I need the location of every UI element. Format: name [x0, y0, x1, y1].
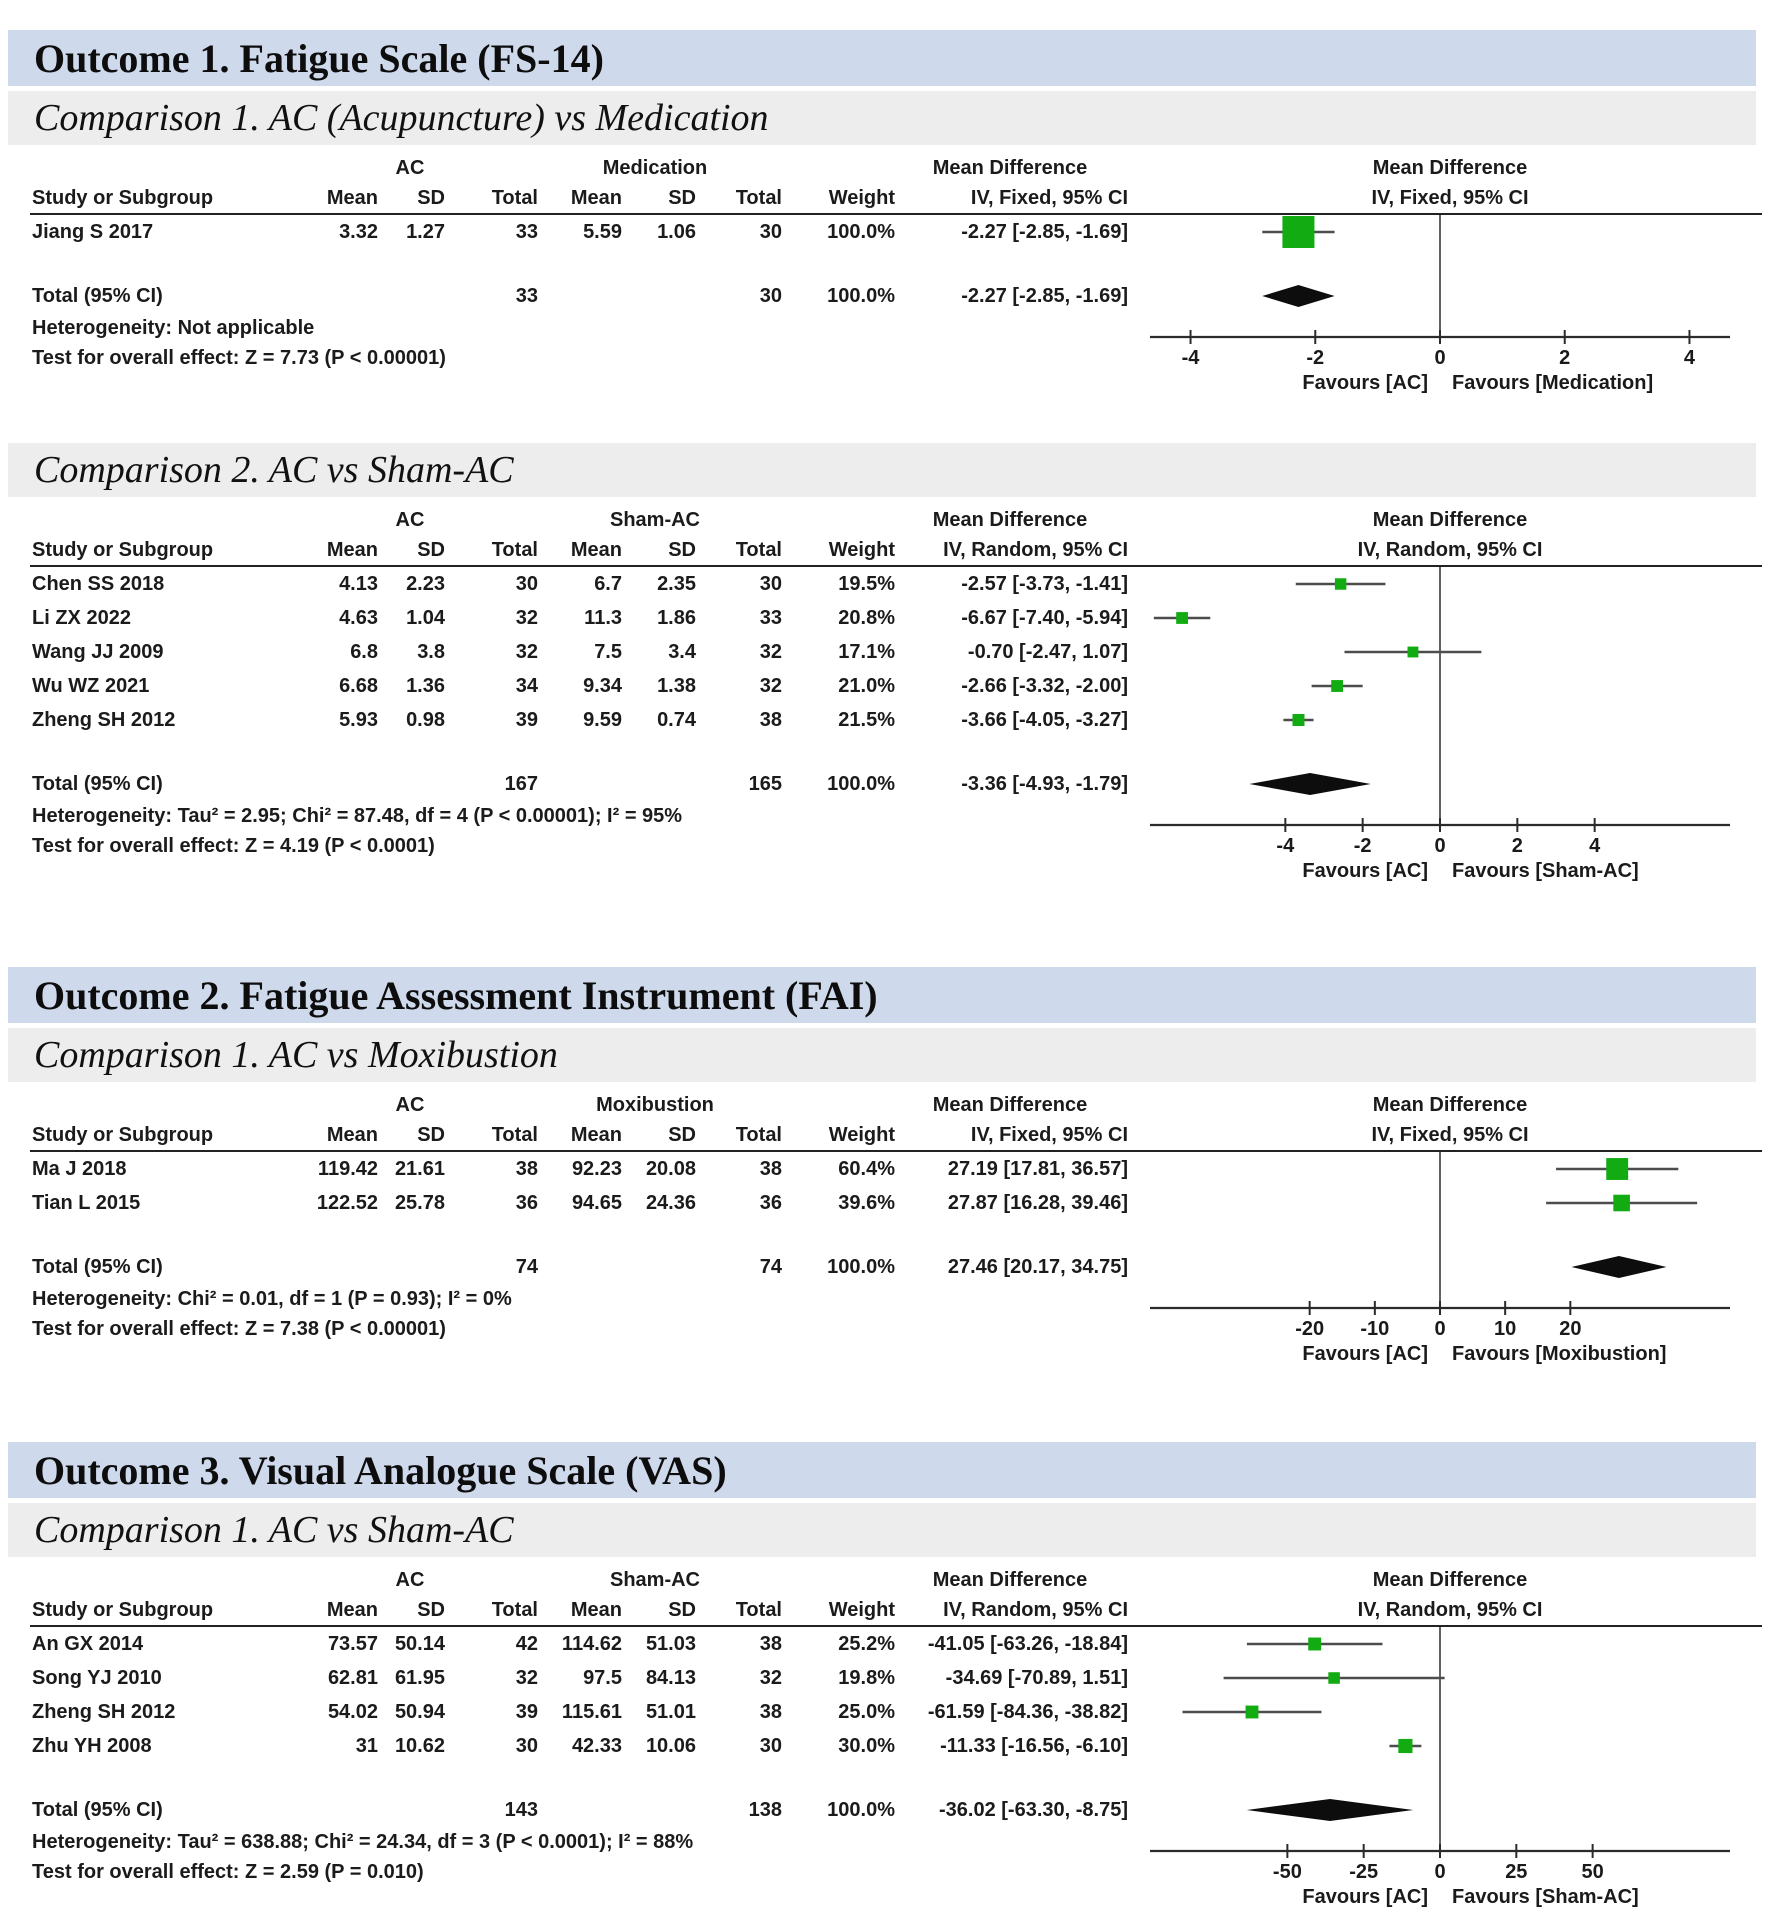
mean1-value: 3.32 [339, 221, 378, 243]
total-n2: 74 [759, 1256, 782, 1278]
total2-value: 38 [759, 1701, 782, 1723]
svg-text:0: 0 [1434, 1318, 1446, 1340]
col-weight: Weight [828, 1599, 895, 1621]
col-method-plot: IV, Fixed, 95% CI [1371, 1124, 1529, 1146]
col-weight: Weight [828, 187, 895, 209]
study-name: Zheng SH 2012 [32, 1701, 176, 1723]
sd2-value: 2.35 [657, 573, 696, 595]
total-n2: 138 [748, 1799, 782, 1821]
weight-value: 21.0% [838, 675, 895, 697]
sd1-value: 50.94 [394, 1701, 445, 1723]
group1-label: AC [395, 157, 425, 179]
effect-header-text: Mean Difference [932, 1094, 1088, 1116]
svg-text:Favours [Medication]: Favours [Medication] [1452, 372, 1654, 394]
study-name: Chen SS 2018 [32, 573, 165, 595]
col-method-plot: IV, Fixed, 95% CI [1371, 187, 1529, 209]
total2-value: 32 [759, 1667, 782, 1689]
forest-block-o3c1 [0, 1565, 1772, 1913]
col-study: Study or Subgroup [32, 539, 214, 561]
comparison-2-1-band [8, 1028, 1756, 1082]
svg-text:-4: -4 [1181, 347, 1200, 369]
mean2-value: 7.5 [594, 641, 622, 663]
forest-plot-o1c2 [1128, 567, 1772, 883]
study-name: Tian L 2015 [32, 1192, 141, 1214]
ci-value: 27.87 [16.28, 39.46] [947, 1192, 1128, 1214]
svg-text:-50: -50 [1272, 1861, 1302, 1883]
group-header-row [0, 153, 1772, 183]
heterogeneity-note: Heterogeneity: Tau² = 2.95; Chi² = 87.48, df = 4 (P < 0.00001); I² = 95% [32, 805, 683, 827]
total2-value: 38 [759, 709, 782, 731]
study-name: Song YJ 2010 [32, 1667, 162, 1689]
total2-value: 30 [759, 573, 782, 595]
col-mean2: Mean [570, 539, 622, 561]
forest-block-o2c1 [0, 1090, 1772, 1370]
mean2-value: 94.65 [571, 1192, 622, 1214]
sd1-value: 21.61 [394, 1158, 445, 1180]
outcome-1-band [8, 30, 1756, 86]
mean2-value: 11.3 [584, 607, 622, 629]
col-sd2: SD [668, 1124, 696, 1146]
group1-label: AC [395, 1569, 425, 1591]
mean1-value: 6.68 [339, 675, 378, 697]
weight-value: 25.2% [838, 1633, 895, 1655]
svg-text:Favours [AC]: Favours [AC] [1302, 1886, 1428, 1908]
mean1-value: 5.93 [339, 709, 378, 731]
sd1-value: 50.14 [394, 1633, 445, 1655]
sd2-value: 20.08 [645, 1158, 696, 1180]
group2-label: Medication [602, 157, 708, 179]
comparison-1-2-title: Comparison 2. AC vs Sham-AC [34, 449, 514, 491]
mean1-value: 4.63 [339, 607, 378, 629]
column-header-row [0, 1120, 1772, 1150]
col-total2: Total [735, 1124, 782, 1146]
col-total1: Total [491, 539, 538, 561]
sd2-value: 10.06 [645, 1735, 696, 1757]
col-sd2: SD [668, 187, 696, 209]
effect-header-text: Mean Difference [932, 157, 1088, 179]
sd1-value: 1.27 [406, 221, 445, 243]
weight-value: 39.6% [838, 1192, 895, 1214]
overall-effect-note: Test for overall effect: Z = 7.73 (P < 0.00001) [32, 347, 446, 369]
forest-body [0, 567, 1772, 887]
ci-value: 27.19 [17.81, 36.57] [947, 1158, 1128, 1180]
comparison-3-1-band [8, 1503, 1756, 1557]
col-mean2: Mean [570, 1124, 622, 1146]
sd1-value: 25.78 [394, 1192, 445, 1214]
total1-value: 32 [515, 1667, 538, 1689]
group2-label: Sham-AC [609, 1569, 700, 1591]
mean2-value: 9.59 [583, 709, 622, 731]
ci-value: -0.70 [-2.47, 1.07] [967, 641, 1128, 663]
svg-text:Favours [Sham-AC]: Favours [Sham-AC] [1452, 1886, 1639, 1908]
sd1-value: 3.8 [417, 641, 445, 663]
comparison-2-1-title: Comparison 1. AC vs Moxibustion [34, 1034, 558, 1076]
group-header-row [0, 1565, 1772, 1595]
svg-text:0: 0 [1434, 1861, 1446, 1883]
sd2-value: 3.4 [668, 641, 696, 663]
group-header-row [0, 505, 1772, 535]
svg-text:-2: -2 [1306, 347, 1325, 369]
sd2-value: 84.13 [645, 1667, 696, 1689]
sd1-value: 1.36 [406, 675, 445, 697]
weight-value: 21.5% [838, 709, 895, 731]
col-weight: Weight [828, 1124, 895, 1146]
total-ci: -2.27 [-2.85, -1.69] [961, 285, 1128, 307]
svg-text:10: 10 [1494, 1318, 1517, 1340]
weight-value: 60.4% [838, 1158, 895, 1180]
study-name: An GX 2014 [32, 1633, 144, 1655]
total1-value: 32 [515, 641, 538, 663]
total1-value: 38 [515, 1158, 538, 1180]
col-study: Study or Subgroup [32, 1124, 214, 1146]
forest-body [0, 215, 1772, 399]
total-n2: 165 [748, 773, 782, 795]
ci-value: -2.57 [-3.73, -1.41] [961, 573, 1128, 595]
col-method-text: IV, Random, 95% CI [943, 1599, 1128, 1621]
forest-block-o1c2 [0, 505, 1772, 887]
svg-text:2: 2 [1559, 347, 1571, 369]
total-label: Total (95% CI) [32, 773, 163, 795]
forest-plot-o1c1 [1128, 215, 1772, 395]
total-weight: 100.0% [827, 1256, 895, 1278]
sd1-value: 1.04 [406, 607, 445, 629]
total-weight: 100.0% [827, 1799, 895, 1821]
total-weight: 100.0% [827, 773, 895, 795]
mean1-value: 119.42 [317, 1158, 378, 1180]
col-sd1: SD [417, 187, 445, 209]
svg-text:Favours [AC]: Favours [AC] [1302, 860, 1428, 882]
svg-text:0: 0 [1434, 835, 1446, 857]
total1-value: 36 [515, 1192, 538, 1214]
total-ci: 27.46 [20.17, 34.75] [947, 1256, 1128, 1278]
overall-effect-note: Test for overall effect: Z = 2.59 (P = 0.010) [32, 1861, 424, 1883]
mean2-value: 5.59 [583, 221, 622, 243]
col-total2: Total [735, 539, 782, 561]
sd2-value: 51.03 [645, 1633, 696, 1655]
ci-value: -41.05 [-63.26, -18.84] [927, 1633, 1128, 1655]
study-name: Ma J 2018 [32, 1158, 127, 1180]
total-label: Total (95% CI) [32, 285, 163, 307]
comparison-1-1-title: Comparison 1. AC (Acupuncture) vs Medication [34, 97, 769, 139]
sd2-value: 1.38 [657, 675, 696, 697]
col-sd1: SD [417, 1124, 445, 1146]
effect-header-plot: Mean Difference [1372, 157, 1528, 179]
weight-value: 17.1% [838, 641, 895, 663]
col-total2: Total [735, 187, 782, 209]
svg-text:4: 4 [1683, 347, 1696, 369]
mean1-value: 73.57 [327, 1633, 378, 1655]
study-name: Zhu YH 2008 [32, 1735, 152, 1757]
col-mean1: Mean [326, 1124, 378, 1146]
comparison-3-1-title: Comparison 1. AC vs Sham-AC [34, 1509, 514, 1551]
col-sd1: SD [417, 539, 445, 561]
study-name: Jiang S 2017 [32, 221, 154, 243]
study-name: Wang JJ 2009 [32, 641, 164, 663]
total1-value: 33 [515, 221, 538, 243]
col-method-text: IV, Fixed, 95% CI [970, 1124, 1128, 1146]
outcome-3-title: Outcome 3. Visual Analogue Scale (VAS) [34, 1447, 727, 1493]
mean2-value: 6.7 [594, 573, 622, 595]
total2-value: 36 [759, 1192, 782, 1214]
total-label: Total (95% CI) [32, 1256, 163, 1278]
svg-text:0: 0 [1434, 347, 1446, 369]
total-n2: 30 [759, 285, 782, 307]
weight-value: 20.8% [838, 607, 895, 629]
weight-value: 100.0% [827, 221, 895, 243]
svg-text:Favours [AC]: Favours [AC] [1302, 372, 1428, 394]
total-label: Total (95% CI) [32, 1799, 163, 1821]
total-weight: 100.0% [827, 285, 895, 307]
effect-header-text: Mean Difference [932, 509, 1088, 531]
col-method-plot: IV, Random, 95% CI [1357, 1599, 1543, 1621]
mean1-value: 31 [355, 1735, 378, 1757]
svg-text:2: 2 [1511, 835, 1523, 857]
sd2-value: 24.36 [645, 1192, 696, 1214]
col-total1: Total [491, 187, 538, 209]
svg-text:-2: -2 [1353, 835, 1372, 857]
total-ci: -3.36 [-4.93, -1.79] [961, 773, 1128, 795]
mean1-value: 62.81 [327, 1667, 378, 1689]
total1-value: 32 [515, 607, 538, 629]
total-ci: -36.02 [-63.30, -8.75] [939, 1799, 1128, 1821]
mean2-value: 115.61 [561, 1701, 622, 1723]
total1-value: 30 [515, 1735, 538, 1757]
column-header-row [0, 183, 1772, 213]
col-weight: Weight [828, 539, 895, 561]
comparison-1-1-band [8, 91, 1756, 145]
ci-value: -11.33 [-16.56, -6.10] [940, 1735, 1128, 1757]
svg-text:-25: -25 [1349, 1861, 1379, 1883]
col-method-text: IV, Fixed, 95% CI [970, 187, 1128, 209]
svg-text:Favours [Sham-AC]: Favours [Sham-AC] [1452, 860, 1639, 882]
col-mean2: Mean [570, 187, 622, 209]
forest-plot-o2c1 [1128, 1152, 1772, 1366]
heterogeneity-note: Heterogeneity: Not applicable [32, 317, 315, 339]
sd2-value: 0.74 [657, 709, 696, 731]
ci-value: -61.59 [-84.36, -38.82] [927, 1701, 1128, 1723]
group1-label: AC [395, 1094, 425, 1116]
ci-value: -6.67 [-7.40, -5.94] [961, 607, 1128, 629]
col-method-text: IV, Random, 95% CI [943, 539, 1128, 561]
total2-value: 30 [759, 221, 782, 243]
svg-text:-20: -20 [1295, 1318, 1325, 1340]
effect-header-text: Mean Difference [932, 1569, 1088, 1591]
col-method-plot: IV, Random, 95% CI [1357, 539, 1543, 561]
outcome-1-title: Outcome 1. Fatigue Scale (FS-14) [34, 35, 604, 81]
ci-value: -2.66 [-3.32, -2.00] [961, 675, 1128, 697]
col-study: Study or Subgroup [32, 187, 214, 209]
svg-text:4: 4 [1589, 835, 1601, 857]
study-name: Li ZX 2022 [32, 607, 131, 629]
study-name: Wu WZ 2021 [32, 675, 150, 697]
col-study: Study or Subgroup [32, 1599, 214, 1621]
group2-label: Moxibustion [596, 1094, 714, 1116]
overall-effect-note: Test for overall effect: Z = 7.38 (P < 0.00001) [32, 1318, 446, 1340]
column-header-row [0, 535, 1772, 565]
forest-block-o1c1 [0, 153, 1772, 399]
sd1-value: 2.23 [406, 573, 445, 595]
outcome-3-band [8, 1442, 1756, 1498]
total1-value: 39 [515, 709, 538, 731]
effect-header-plot: Mean Difference [1372, 509, 1528, 531]
col-total1: Total [491, 1599, 538, 1621]
svg-text:Favours [Moxibustion]: Favours [Moxibustion] [1452, 1343, 1667, 1365]
outcome-2-band [8, 967, 1756, 1023]
mean1-value: 4.13 [339, 573, 378, 595]
total1-value: 42 [515, 1633, 538, 1655]
total1-value: 34 [515, 675, 538, 697]
mean2-value: 42.33 [571, 1735, 622, 1757]
col-sd1: SD [417, 1599, 445, 1621]
heterogeneity-note: Heterogeneity: Tau² = 638.88; Chi² = 24.34, df = 3 (P < 0.0001); I² = 88% [32, 1831, 694, 1853]
svg-text:20: 20 [1559, 1318, 1582, 1340]
total-n1: 143 [504, 1799, 538, 1821]
forest-body [0, 1627, 1772, 1913]
total-n1: 74 [515, 1256, 538, 1278]
mean2-value: 114.62 [561, 1633, 622, 1655]
weight-value: 30.0% [838, 1735, 895, 1757]
svg-text:50: 50 [1581, 1861, 1604, 1883]
mean2-value: 9.34 [583, 675, 622, 697]
group2-label: Sham-AC [609, 509, 700, 531]
effect-header-plot: Mean Difference [1372, 1094, 1528, 1116]
forest-plot-o3c1 [1128, 1627, 1772, 1909]
svg-text:-4: -4 [1276, 835, 1295, 857]
ci-value: -2.27 [-2.85, -1.69] [961, 221, 1128, 243]
weight-value: 19.8% [838, 1667, 895, 1689]
col-total1: Total [491, 1124, 538, 1146]
total2-value: 32 [759, 675, 782, 697]
svg-text:25: 25 [1505, 1861, 1528, 1883]
total1-value: 39 [515, 1701, 538, 1723]
total2-value: 30 [759, 1735, 782, 1757]
group-header-row [0, 1090, 1772, 1120]
total-n1: 167 [504, 773, 538, 795]
svg-text:-10: -10 [1360, 1318, 1390, 1340]
col-sd2: SD [668, 1599, 696, 1621]
total2-value: 38 [759, 1633, 782, 1655]
comparison-1-2-band [8, 443, 1756, 497]
study-name: Zheng SH 2012 [32, 709, 176, 731]
svg-text:Favours [AC]: Favours [AC] [1302, 1343, 1428, 1365]
col-mean1: Mean [326, 539, 378, 561]
weight-value: 19.5% [838, 573, 895, 595]
group1-label: AC [395, 509, 425, 531]
total2-value: 38 [759, 1158, 782, 1180]
sd2-value: 51.01 [645, 1701, 696, 1723]
sd1-value: 61.95 [394, 1667, 445, 1689]
overall-effect-note: Test for overall effect: Z = 4.19 (P < 0.0001) [32, 835, 435, 857]
total-n1: 33 [515, 285, 538, 307]
mean2-value: 97.5 [583, 1667, 622, 1689]
sd2-value: 1.06 [657, 221, 696, 243]
mean2-value: 92.23 [571, 1158, 622, 1180]
col-sd2: SD [668, 539, 696, 561]
col-mean1: Mean [326, 1599, 378, 1621]
total2-value: 33 [759, 607, 782, 629]
ci-value: -34.69 [-70.89, 1.51] [945, 1667, 1128, 1689]
column-header-row [0, 1595, 1772, 1625]
col-mean2: Mean [570, 1599, 622, 1621]
sd1-value: 0.98 [406, 709, 445, 731]
mean1-value: 6.8 [350, 641, 378, 663]
effect-header-plot: Mean Difference [1372, 1569, 1528, 1591]
ci-value: -3.66 [-4.05, -3.27] [961, 709, 1128, 731]
sd2-value: 1.86 [657, 607, 696, 629]
outcome-2-title: Outcome 2. Fatigue Assessment Instrument (FAI) [34, 972, 878, 1018]
forest-body [0, 1152, 1772, 1370]
sd1-value: 10.62 [394, 1735, 445, 1757]
col-total2: Total [735, 1599, 782, 1621]
total2-value: 32 [759, 641, 782, 663]
mean1-value: 122.52 [316, 1192, 378, 1214]
weight-value: 25.0% [838, 1701, 895, 1723]
mean1-value: 54.02 [327, 1701, 378, 1723]
total1-value: 30 [515, 573, 538, 595]
col-mean1: Mean [326, 187, 378, 209]
heterogeneity-note: Heterogeneity: Chi² = 0.01, df = 1 (P = 0.93); I² = 0% [32, 1288, 512, 1310]
